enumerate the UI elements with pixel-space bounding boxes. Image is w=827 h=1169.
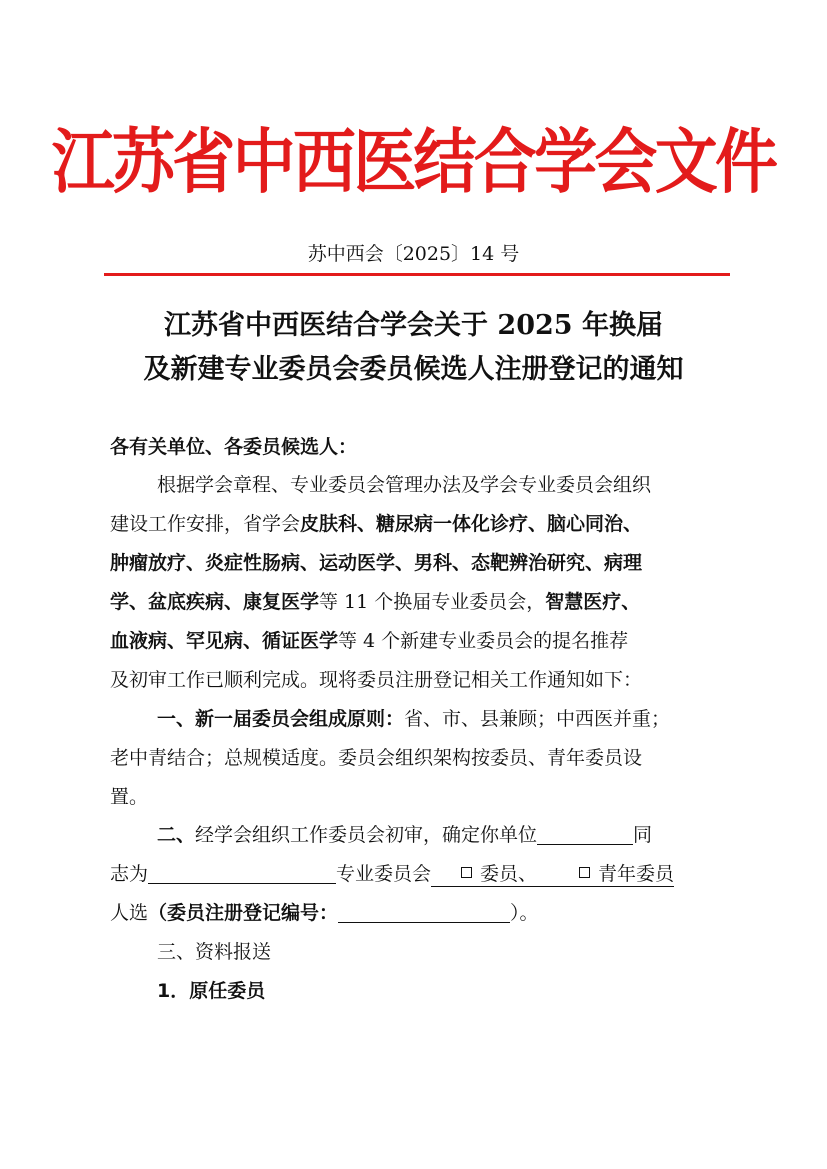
para1-line3 <box>110 548 725 578</box>
section2-line1 <box>157 820 725 850</box>
section2-text: ）。 <box>510 902 539 924</box>
para1-line6 <box>110 665 725 695</box>
section1-line2 <box>110 743 725 773</box>
section1-line3 <box>110 782 725 812</box>
section1-text: 老中青结合；总规模适度。委员会组织架构按委员、青年委员设 <box>110 747 643 769</box>
section1-text: 置。 <box>110 786 149 808</box>
para1-line4 <box>110 587 725 617</box>
salutation: 各有关单位、各委员候选人： <box>110 436 358 458</box>
item1-text: 1．原任委员 <box>157 980 266 1002</box>
section2-text: 经学会组织工作委员会初审，确定你单位 <box>195 824 538 846</box>
para1-line2 <box>110 509 725 539</box>
para1-text: 等 4 个新建专业委员会的提名推荐 <box>338 630 629 652</box>
committee-names-bold: 智慧医疗、 <box>545 591 641 613</box>
red-divider-line <box>104 273 730 276</box>
para1-line1 <box>157 470 725 500</box>
committee-blank[interactable] <box>148 861 336 884</box>
registration-number-label: （委员注册登记编号： <box>148 902 339 924</box>
para1-text: 根据学会章程、专业委员会管理办法及学会专业委员会组织 <box>157 474 652 496</box>
role-options <box>431 863 674 887</box>
youth-member-checkbox[interactable] <box>579 867 590 878</box>
notice-title-line1: 江苏省中西医结合学会关于 2025 年换届 <box>164 310 663 341</box>
para1-text: 建设工作安排，省学会 <box>110 513 301 535</box>
document-number: 苏中西会〔2025〕14 号 <box>307 243 520 265</box>
org-masthead: 江苏省中西医结合学会文件 <box>51 121 776 203</box>
para1-line5 <box>110 626 725 656</box>
section3-item1 <box>157 976 725 1006</box>
para1-text: 及初审工作已顺利完成。现将委员注册登记相关工作通知如下： <box>110 669 643 691</box>
registration-number-blank[interactable] <box>338 900 510 923</box>
section3-heading <box>157 937 725 967</box>
section1-text: 省、市、县兼顾；中西医并重； <box>404 708 671 730</box>
notice-title-line2: 及新建专业委员会委员候选人注册登记的通知 <box>143 354 684 385</box>
para1-text: 等 11 个换届专业委员会， <box>319 591 546 613</box>
member-checkbox[interactable] <box>461 867 472 878</box>
section2-text: 同 <box>633 824 653 846</box>
committee-names-bold: 血液病、罕见病、循证医学 <box>110 630 339 652</box>
section2-text: 志为 <box>110 863 149 885</box>
committee-names-bold: 皮肤科、糖尿病一体化诊疗、脑心同治、 <box>300 513 643 535</box>
section2-line3 <box>110 898 725 928</box>
member-option-label: 委员、 <box>480 863 538 885</box>
section2-text: 人选 <box>110 902 149 924</box>
section2-text: 专业委员会 <box>336 863 432 885</box>
unit-blank[interactable] <box>537 822 633 845</box>
committee-names-bold: 学、盆底疾病、康复医学 <box>110 591 320 613</box>
section1-line1 <box>157 704 725 734</box>
section1-heading: 一、新一届委员会组成原则： <box>157 708 405 730</box>
section3-heading-text: 三、资料报送 <box>157 941 272 963</box>
youth-option-label: 青年委员 <box>598 863 675 885</box>
section2-line2 <box>110 859 725 889</box>
committee-names-bold: 肿瘤放疗、炎症性肠病、运动医学、男科、态靶辨治研究、病理 <box>110 552 643 574</box>
section2-heading: 二、 <box>157 824 196 846</box>
